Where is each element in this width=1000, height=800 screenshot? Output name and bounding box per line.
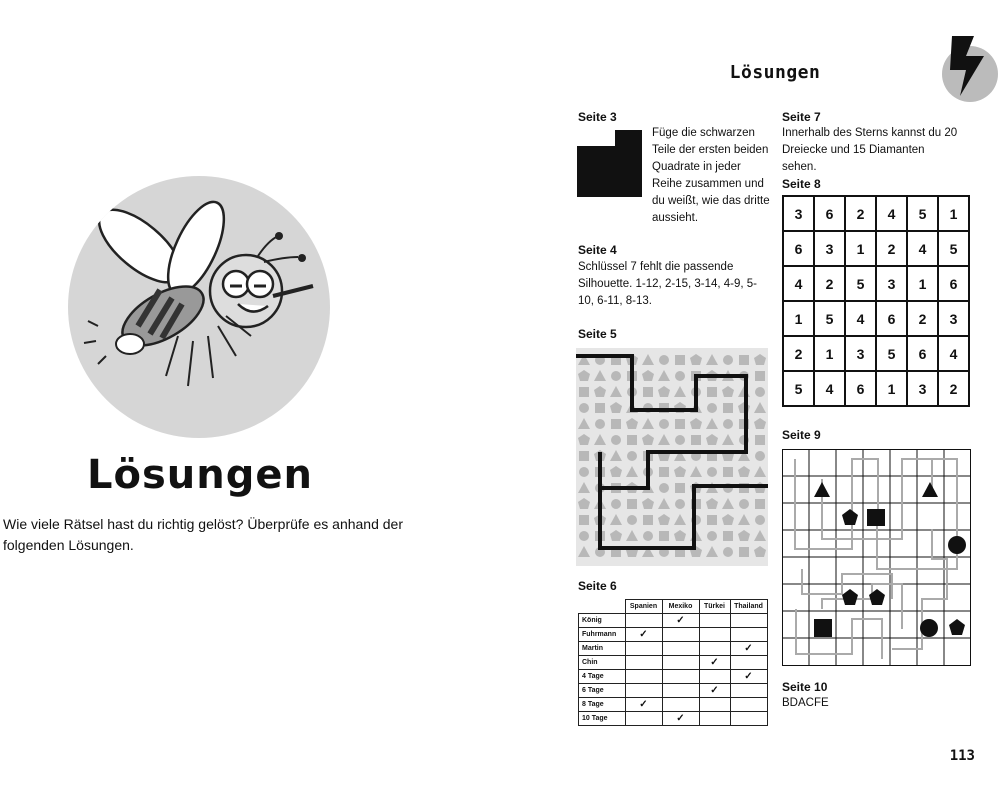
maze-cell-shape <box>755 435 765 445</box>
s6-row-label: 8 Tage <box>579 698 626 712</box>
s9-heading: Seite 9 <box>782 428 821 442</box>
maze-cell-shape <box>707 467 717 477</box>
s5-heading: Seite 5 <box>578 327 617 341</box>
table-row <box>579 642 768 656</box>
maze-cell-shape <box>659 531 669 541</box>
s6-cell <box>730 628 767 642</box>
s6-col-header: Türkei <box>699 600 730 614</box>
s6-col-header: Mexiko <box>662 600 699 614</box>
s6-cell <box>699 628 730 642</box>
s8-cell: 1 <box>845 231 876 266</box>
table-row <box>579 656 768 670</box>
maze-cell-shape <box>691 435 701 445</box>
left-page-title: Lösungen <box>87 452 313 498</box>
s8-cell: 1 <box>938 196 969 231</box>
s8-cell: 2 <box>845 196 876 231</box>
s6-cell <box>699 698 730 712</box>
mosquito-illustration <box>68 176 330 438</box>
s8-cell: 5 <box>876 336 907 371</box>
s6-row-label: 6 Tage <box>579 684 626 698</box>
s6-cell <box>699 670 730 684</box>
maze-cell-shape <box>643 515 653 525</box>
s7-heading: Seite 7 <box>782 110 821 124</box>
s6-cell <box>699 712 730 726</box>
table-row <box>579 698 768 712</box>
s6-cell <box>699 642 730 656</box>
s6-cell <box>625 656 662 670</box>
maze-cell-shape <box>627 451 637 461</box>
maze-cell-shape <box>723 547 733 557</box>
s6-cell <box>625 684 662 698</box>
table-row <box>783 231 969 266</box>
maze-cell-shape <box>659 355 669 365</box>
maze-cell-shape <box>707 387 717 397</box>
maze-cell-shape <box>595 419 605 429</box>
maze-cell-shape <box>723 467 733 477</box>
page-number: 113 <box>949 748 975 764</box>
s6-cell: ✓ <box>625 698 662 712</box>
table-row <box>579 670 768 684</box>
maze-cell-shape <box>675 499 685 509</box>
maze-cell-shape <box>659 467 669 477</box>
s8-sudoku <box>782 195 970 407</box>
s8-cell: 6 <box>845 371 876 406</box>
s6-row-label: König <box>579 614 626 628</box>
s10-heading: Seite 10 <box>782 680 828 694</box>
s8-cell: 4 <box>814 371 845 406</box>
s8-cell: 6 <box>814 196 845 231</box>
maze-cell-shape <box>611 371 621 381</box>
s8-cell: 4 <box>876 196 907 231</box>
s9-puzzle <box>782 449 972 667</box>
right-page-title: Lösungen <box>729 62 821 83</box>
s6-cell <box>662 670 699 684</box>
s6-col-header: Spanien <box>625 600 662 614</box>
maze-cell-shape <box>675 371 685 381</box>
s6-row-label: 10 Tage <box>579 712 626 726</box>
maze-cell-shape <box>739 499 749 509</box>
maze-cell-shape <box>707 531 717 541</box>
s8-cell: 2 <box>907 301 938 336</box>
s8-cell: 1 <box>876 371 907 406</box>
s8-cell: 2 <box>783 336 814 371</box>
s9-grid <box>782 449 972 667</box>
s6-cell <box>730 698 767 712</box>
s8-cell: 6 <box>876 301 907 336</box>
s8-cell: 3 <box>876 266 907 301</box>
s3-text: Füge die schwarzen Teile der ersten beiden Quadrate in jeder Reihe zusammen und du weißt, wie das dritte aussieht. <box>652 127 770 224</box>
table-row <box>783 371 969 406</box>
maze-cell-shape <box>755 371 765 381</box>
table-row <box>783 336 969 371</box>
maze-cell-shape <box>579 451 589 461</box>
maze-cell-shape <box>723 403 733 413</box>
maze-cell-shape <box>739 355 749 365</box>
maze-cell-shape <box>643 387 653 397</box>
s6-row-label: 4 Tage <box>579 670 626 684</box>
s8-cell: 5 <box>938 231 969 266</box>
s6-cell <box>662 684 699 698</box>
s4-heading: Seite 4 <box>578 243 617 257</box>
s6-cell <box>662 698 699 712</box>
s8-cell: 4 <box>938 336 969 371</box>
table-row <box>783 301 969 336</box>
lightning-icon <box>940 36 998 104</box>
s6-cell <box>730 712 767 726</box>
maze-cell-shape <box>755 387 765 397</box>
s8-cell: 3 <box>938 301 969 336</box>
s6-cell <box>662 628 699 642</box>
s8-cell: 2 <box>876 231 907 266</box>
maze-cell-shape <box>579 467 589 477</box>
table-row <box>579 684 768 698</box>
s8-cell: 5 <box>814 301 845 336</box>
mosquito-icon <box>68 176 330 438</box>
maze-cell-shape <box>659 483 669 493</box>
maze-cell-shape <box>659 419 669 429</box>
s8-cell: 1 <box>907 266 938 301</box>
s6-cell <box>662 642 699 656</box>
s6-col-header: Thailand <box>730 600 767 614</box>
s8-grid <box>782 195 970 407</box>
s8-cell: 2 <box>938 371 969 406</box>
s6-table <box>578 599 768 726</box>
maze-cell-shape <box>595 403 605 413</box>
table-row <box>783 196 969 231</box>
s8-heading: Seite 8 <box>782 177 821 191</box>
s6-table-wrap <box>578 599 768 726</box>
s6-cell <box>730 684 767 698</box>
s6-cell <box>662 656 699 670</box>
maze-cell-shape <box>755 499 765 509</box>
s6-cell <box>699 614 730 628</box>
intro-text: Wie viele Rätsel hast du richtig gelöst? Überprüfe es anhand der folgenden Lösungen. <box>3 516 403 553</box>
maze-cell-shape <box>579 387 589 397</box>
maze-cell-shape <box>723 419 733 429</box>
s8-cell: 6 <box>907 336 938 371</box>
s5-maze-grid <box>576 348 768 566</box>
s6-row-label: Martin <box>579 642 626 656</box>
maze-cell-shape <box>707 403 717 413</box>
maze-cell-shape <box>579 403 589 413</box>
s8-cell: 3 <box>845 336 876 371</box>
s3-figure <box>577 130 642 197</box>
s10-answer: BDACFE <box>782 697 829 709</box>
maze-cell-shape <box>739 547 749 557</box>
maze-cell-shape <box>627 435 637 445</box>
s3-heading: Seite 3 <box>578 110 617 124</box>
s6-cell: ✓ <box>662 712 699 726</box>
s6-cell: ✓ <box>699 656 730 670</box>
maze-cell-shape <box>755 451 765 461</box>
s6-cell: ✓ <box>625 628 662 642</box>
maze-cell-shape <box>723 355 733 365</box>
s6-cell: ✓ <box>699 684 730 698</box>
maze-cell-shape <box>611 435 621 445</box>
maze-cell-shape <box>755 515 765 525</box>
s6-cell <box>625 614 662 628</box>
table-row <box>579 712 768 726</box>
s8-cell: 5 <box>783 371 814 406</box>
table-row <box>579 614 768 628</box>
s4-text: Schlüssel 7 fehlt die passende Silhouette. 1-12, 2-15, 3-14, 4-9, 5-10, 6-11, 8-13. <box>578 261 757 307</box>
s8-cell: 3 <box>907 371 938 406</box>
s6-cell <box>625 712 662 726</box>
maze-cell-shape <box>723 531 733 541</box>
s6-cell <box>730 614 767 628</box>
s5-maze <box>576 348 768 566</box>
maze-cell-shape <box>675 435 685 445</box>
s6-cell: ✓ <box>730 670 767 684</box>
table-row <box>579 628 768 642</box>
maze-cell-shape <box>611 419 621 429</box>
s6-heading: Seite 6 <box>578 579 617 593</box>
s6-cell <box>625 670 662 684</box>
maze-cell-shape <box>707 515 717 525</box>
s8-cell: 5 <box>845 266 876 301</box>
s8-cell: 1 <box>814 336 845 371</box>
s8-cell: 5 <box>907 196 938 231</box>
s8-cell: 6 <box>783 231 814 266</box>
s6-cell: ✓ <box>662 614 699 628</box>
maze-cell-shape <box>675 483 685 493</box>
maze-cell-shape <box>579 531 589 541</box>
s8-cell: 4 <box>907 231 938 266</box>
maze-cell-shape <box>579 515 589 525</box>
s8-cell: 1 <box>783 301 814 336</box>
maze-cell-shape <box>643 531 653 541</box>
s8-cell: 4 <box>783 266 814 301</box>
s6-cell <box>730 656 767 670</box>
maze-cell-shape <box>627 499 637 509</box>
maze-cell-shape <box>675 355 685 365</box>
table-row <box>783 266 969 301</box>
s8-cell: 3 <box>814 231 845 266</box>
s6-cell <box>625 642 662 656</box>
s8-cell: 4 <box>845 301 876 336</box>
s8-cell: 6 <box>938 266 969 301</box>
maze-cell-shape <box>627 515 637 525</box>
s6-cell: ✓ <box>730 642 767 656</box>
s6-row-label: Chin <box>579 656 626 670</box>
s8-cell: 2 <box>814 266 845 301</box>
maze-cell-shape <box>611 499 621 509</box>
s7-text: Innerhalb des Sterns kannst du 20 Dreiecke und 15 Diamanten sehen. <box>782 127 958 173</box>
maze-cell-shape <box>675 419 685 429</box>
lightning-badge <box>940 36 998 104</box>
s8-cell: 3 <box>783 196 814 231</box>
s6-row-label: Fuhrmann <box>579 628 626 642</box>
